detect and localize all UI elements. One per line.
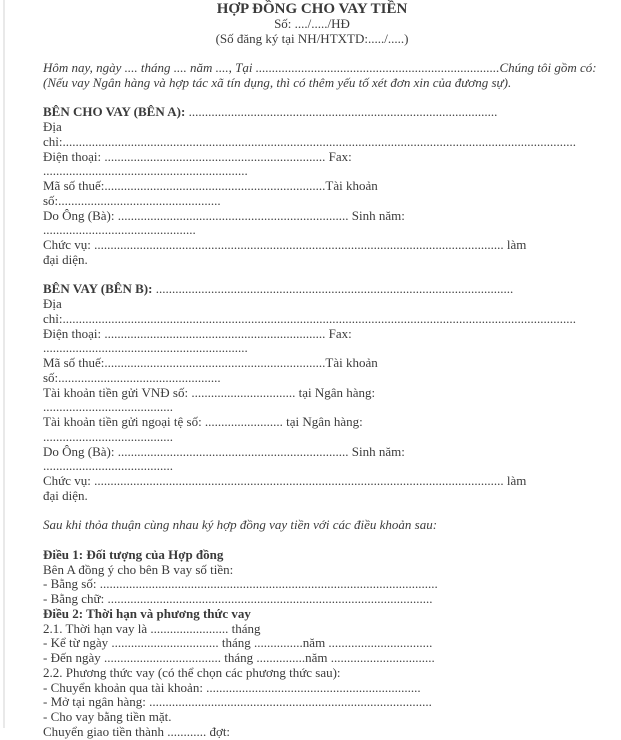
spacer (43, 504, 581, 519)
party-a-representative-continued (43, 223, 581, 238)
text-run: Địa (43, 119, 62, 134)
loan-end-date (43, 651, 581, 666)
party-b-tax-account (43, 356, 581, 371)
method-installments-clipped (43, 725, 581, 740)
text-run: số:.................................................. (43, 369, 221, 385)
text-run: Chuyển giao tiền thành ............ đợt: (43, 723, 231, 739)
text-run: Tài khoản tiền gửi ngoại tệ số: ........................ tại Ngân hàng: (43, 414, 363, 429)
text-run: ............................................... (43, 222, 196, 238)
spacer (43, 91, 581, 106)
party-a-account-number (43, 194, 581, 209)
text-run: - Bằng số: ........................................................................................................ (43, 576, 438, 592)
text-run: ............................................................... (43, 340, 248, 356)
spacer (43, 268, 581, 283)
text-run: Tài khoản tiền gửi VNĐ số: ................................ tại Ngân hàng: (43, 384, 376, 400)
agreement-statement (43, 518, 581, 533)
party-b-representative-note (43, 489, 581, 504)
intro-note (43, 76, 581, 91)
party-b-account-number (43, 371, 581, 386)
party-b-representative (43, 445, 581, 460)
text-run: HỢP ĐỒNG CHO VAY TIỀN (216, 1, 408, 17)
text-run: Địa (43, 296, 62, 311)
registry-number (43, 32, 581, 47)
party-b-position (43, 474, 581, 489)
text-run: chỉ:.............................................................................................................................................................. (43, 310, 576, 326)
text-run: Mã số thuế:....................................................................Tài khoản (43, 355, 378, 370)
text-run: 2.1. Thời hạn vay là ........................ tháng (43, 620, 261, 636)
text-run: BÊN VAY (BÊN B): (43, 281, 156, 297)
text-run: Hôm nay, ngày .... tháng .... năm ...., Tại ...........................................................................Chúng tôi gồm có: (43, 60, 597, 75)
text-run: đại diện. (43, 251, 88, 267)
text-run: ........................................ (43, 458, 173, 474)
party-b-vnd-account (43, 386, 581, 401)
party-b-phone-continued (43, 341, 581, 356)
party-a-phone-fax (43, 150, 581, 165)
text-run: đại diện. (43, 487, 88, 503)
text-run: ........................................ (43, 428, 173, 444)
article-2-heading (43, 607, 581, 622)
text-run: ........................................ (43, 399, 173, 415)
party-a-representative (43, 209, 581, 224)
text-run: ............................................................... (43, 163, 248, 179)
loan-term (43, 622, 581, 637)
text-run: Số: ..../...../HĐ (274, 15, 350, 31)
amount-in-numbers (43, 577, 581, 592)
party-b-foreign-account-continued (43, 430, 581, 445)
party-a-tax-account (43, 179, 581, 194)
party-b-representative-continued (43, 459, 581, 474)
contract-title (43, 2, 581, 17)
text-run: Sau khi thỏa thuận cùng nhau ký hợp đồng vay tiền với các điều khoản sau: (43, 517, 438, 533)
text-run: - Cho vay bằng tiền mặt. (43, 709, 172, 724)
method-bank-name (43, 695, 581, 710)
text-run: - Mở tại ngân hàng: ....................................................................................... (43, 694, 432, 710)
page-left-border (3, 0, 5, 728)
article-1-intro (43, 563, 581, 578)
text-run: Mã số thuế:....................................................................Tài khoản (43, 178, 378, 193)
spacer (43, 46, 581, 61)
loan-method-heading (43, 666, 581, 681)
amount-in-words (43, 592, 581, 607)
party-b-address-value (43, 312, 581, 327)
text-run: Do Ông (Bà): ....................................................................... Sinh năm: (43, 207, 405, 223)
article-1-heading (43, 548, 581, 563)
text-run: (Số đăng ký tại NH/HTXTD:...../.....) (215, 30, 409, 46)
party-a-phone-continued (43, 164, 581, 179)
text-run: - Bằng chữ: .................................................................................................... (43, 591, 433, 606)
spacer (43, 533, 581, 548)
party-a-address-label (43, 120, 581, 135)
party-a-address-value (43, 135, 581, 150)
text-run: .............................................................................................................. (155, 281, 514, 297)
text-run: BÊN CHO VAY (BÊN A): (43, 104, 189, 120)
loan-start-date (43, 636, 581, 651)
intro-line (43, 60, 597, 76)
text-run: (Nếu vay Ngân hàng và hợp tác xã tín dụng, thì có thêm yếu tố xét đơn xin của đương sự). (43, 74, 512, 90)
party-b-foreign-account (43, 415, 581, 430)
contract-number (43, 17, 581, 32)
method-cash (43, 710, 581, 725)
text-run: Điều 1: Đối tượng của Hợp đồng (43, 546, 224, 562)
party-a-representative-note (43, 253, 581, 268)
text-run: - Đến ngày .................................... tháng ...............năm ................................ (43, 650, 435, 665)
text-run: Điện thoại: .................................................................... Fax: (43, 325, 352, 341)
text-run: 2.2. Phương thức vay (có thể chọn các phương thức sau): (43, 664, 341, 680)
party-a-heading (43, 105, 581, 120)
text-run: chỉ:.............................................................................................................................................................. (43, 133, 576, 149)
text-run: Do Ông (Bà): ....................................................................... Sinh năm: (43, 443, 405, 459)
text-run: - Chuyển khoản qua tài khoản: .................................................................. (43, 679, 421, 695)
text-run: Chức vụ: .............................................................................................................................. làm (43, 473, 527, 488)
text-run: số:.................................................. (43, 192, 221, 208)
party-a-position (43, 238, 581, 253)
party-b-vnd-account-continued (43, 400, 581, 415)
text-run: ............................................................................................... (188, 104, 498, 120)
text-run: - Kể từ ngày ................................. tháng ...............năm ................................ (43, 635, 433, 651)
text-run: Điện thoại: .................................................................... Fax: (43, 148, 352, 164)
method-bank-transfer (43, 681, 581, 696)
text-run: Bên A đồng ý cho bên B vay số tiền: (43, 561, 234, 577)
party-b-address-label (43, 297, 581, 312)
party-b-heading (43, 282, 581, 297)
text-run: Điều 2: Thời hạn và phương thức vay (43, 605, 251, 621)
party-b-phone-fax (43, 327, 581, 342)
text-run: Chức vụ: .............................................................................................................................. làm (43, 237, 527, 252)
